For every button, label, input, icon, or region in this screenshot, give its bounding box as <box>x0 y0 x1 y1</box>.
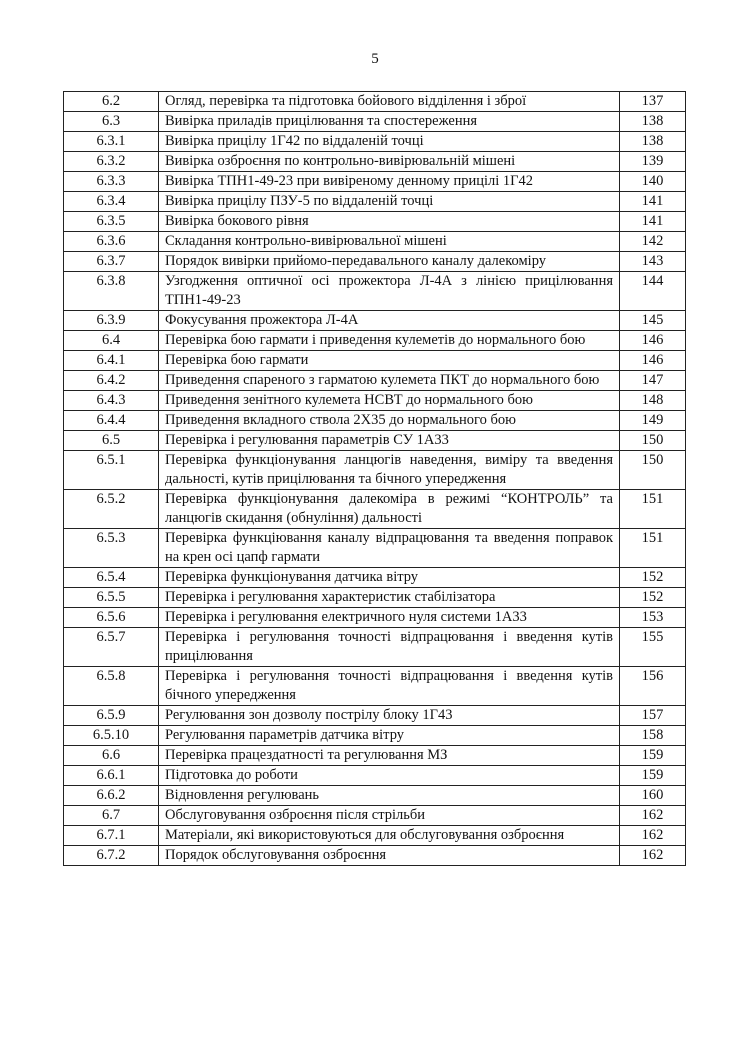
toc-row <box>64 311 686 331</box>
page-ref: 159 <box>620 746 686 766</box>
toc-row <box>64 766 686 786</box>
section-number: 6.5.5 <box>64 588 159 608</box>
section-title: Перевірка функціонування датчика вітру <box>159 568 620 588</box>
toc-row <box>64 568 686 588</box>
page-ref: 156 <box>620 667 686 706</box>
page-ref: 137 <box>620 92 686 112</box>
section-title: Вивірка бокового рівня <box>159 212 620 232</box>
section-number: 6.5.7 <box>64 628 159 667</box>
section-number: 6.5.8 <box>64 667 159 706</box>
section-title: Обслуговування озброєння після стрільби <box>159 806 620 826</box>
section-number: 6.4 <box>64 331 159 351</box>
section-number: 6.4.2 <box>64 371 159 391</box>
page-ref: 153 <box>620 608 686 628</box>
toc-row <box>64 588 686 608</box>
section-title: Вивірка приладів прицілювання та спостереження <box>159 112 620 132</box>
toc-body <box>64 92 686 866</box>
page-ref: 159 <box>620 766 686 786</box>
toc-row <box>64 806 686 826</box>
section-title: Перевірка бою гармати і приведення кулеметів до нормального бою <box>159 331 620 351</box>
toc-row <box>64 490 686 529</box>
toc-row <box>64 152 686 172</box>
page-ref: 162 <box>620 846 686 866</box>
page-ref: 162 <box>620 826 686 846</box>
section-number: 6.5.10 <box>64 726 159 746</box>
toc-row <box>64 172 686 192</box>
section-number: 6.7 <box>64 806 159 826</box>
toc-row <box>64 746 686 766</box>
section-title: Регулювання зон дозволу пострілу блоку 1Г43 <box>159 706 620 726</box>
page-ref: 138 <box>620 112 686 132</box>
toc-row <box>64 252 686 272</box>
page-ref: 144 <box>620 272 686 311</box>
section-number: 6.5.3 <box>64 529 159 568</box>
section-number: 6.5.9 <box>64 706 159 726</box>
page-ref: 139 <box>620 152 686 172</box>
section-number: 6.5.1 <box>64 451 159 490</box>
page-ref: 148 <box>620 391 686 411</box>
section-title: Перевірка і регулювання точності відпрацювання і введення кутів бічного упередження <box>159 667 620 706</box>
page-ref: 155 <box>620 628 686 667</box>
section-number: 6.6.2 <box>64 786 159 806</box>
page-ref: 151 <box>620 490 686 529</box>
section-title: Складання контрольно-вивірювальної мішені <box>159 232 620 252</box>
toc-row <box>64 192 686 212</box>
toc-row <box>64 608 686 628</box>
page-ref: 141 <box>620 212 686 232</box>
section-title: Узгодження оптичної осі прожектора Л-4А з лінією прицілювання ТПН1-49-23 <box>159 272 620 311</box>
section-title: Порядок обслуговування озброєння <box>159 846 620 866</box>
toc-row <box>64 272 686 311</box>
page-ref: 158 <box>620 726 686 746</box>
section-title: Перевірка функціонування далекоміра в режимі “КОНТРОЛЬ” та ланцюгів скидання (обнуління) дальності <box>159 490 620 529</box>
page-number: 5 <box>371 51 379 67</box>
section-title: Підготовка до роботи <box>159 766 620 786</box>
section-title: Матеріали, які використовуються для обслуговування озброєння <box>159 826 620 846</box>
section-title: Вивірка прицілу ПЗУ-5 по віддаленій точці <box>159 192 620 212</box>
page-ref: 150 <box>620 451 686 490</box>
section-number: 6.6.1 <box>64 766 159 786</box>
toc-row <box>64 92 686 112</box>
section-title: Приведення зенітного кулемета НСВТ до нормального бою <box>159 391 620 411</box>
toc-row <box>64 331 686 351</box>
page-ref: 141 <box>620 192 686 212</box>
section-title: Регулювання параметрів датчика вітру <box>159 726 620 746</box>
section-number: 6.3.4 <box>64 192 159 212</box>
section-number: 6.3.5 <box>64 212 159 232</box>
toc-row <box>64 232 686 252</box>
section-number: 6.3.6 <box>64 232 159 252</box>
toc-row <box>64 826 686 846</box>
page-ref: 162 <box>620 806 686 826</box>
toc-row <box>64 726 686 746</box>
page-ref: 149 <box>620 411 686 431</box>
section-number: 6.3 <box>64 112 159 132</box>
section-number: 6.4.4 <box>64 411 159 431</box>
section-title: Перевірка функціювання каналу відпрацювання та введення поправок на крен осі цапф гармати <box>159 529 620 568</box>
section-title: Перевірка і регулювання електричного нуля системи 1А33 <box>159 608 620 628</box>
section-title: Перевірка бою гармати <box>159 351 620 371</box>
section-title: Приведення вкладного ствола 2Х35 до нормального бою <box>159 411 620 431</box>
section-number: 6.3.3 <box>64 172 159 192</box>
section-number: 6.3.2 <box>64 152 159 172</box>
toc-row <box>64 431 686 451</box>
toc-row <box>64 212 686 232</box>
page-ref: 146 <box>620 331 686 351</box>
page-ref: 160 <box>620 786 686 806</box>
section-number: 6.4.3 <box>64 391 159 411</box>
page-ref: 157 <box>620 706 686 726</box>
page-ref: 142 <box>620 232 686 252</box>
toc-row <box>64 391 686 411</box>
section-title: Перевірка і регулювання точності відпрацювання і введення кутів прицілювання <box>159 628 620 667</box>
page-ref: 152 <box>620 588 686 608</box>
section-number: 6.5.6 <box>64 608 159 628</box>
page-ref: 152 <box>620 568 686 588</box>
section-title: Фокусування прожектора Л-4А <box>159 311 620 331</box>
toc-row <box>64 628 686 667</box>
section-title: Приведення спареного з гарматою кулемета ПКТ до нормального бою <box>159 371 620 391</box>
section-number: 6.4.1 <box>64 351 159 371</box>
section-number: 6.5.4 <box>64 568 159 588</box>
toc-row <box>64 706 686 726</box>
toc-row <box>64 451 686 490</box>
toc-row <box>64 786 686 806</box>
page-ref: 145 <box>620 311 686 331</box>
section-number: 6.3.1 <box>64 132 159 152</box>
section-title: Огляд, перевірка та підготовка бойового відділення і зброї <box>159 92 620 112</box>
section-title: Вивірка ТПН1-49-23 при вивіреному денному прицілі 1Г42 <box>159 172 620 192</box>
section-title: Порядок вивірки прийомо-передавального каналу далекоміру <box>159 252 620 272</box>
toc-row <box>64 667 686 706</box>
toc-row <box>64 371 686 391</box>
section-number: 6.7.2 <box>64 846 159 866</box>
toc-row <box>64 132 686 152</box>
section-title: Вивірка прицілу 1Г42 по віддаленій точці <box>159 132 620 152</box>
page-ref: 150 <box>620 431 686 451</box>
toc-row <box>64 112 686 132</box>
section-title: Перевірка функціонування ланцюгів наведення, виміру та введення дальності, кутів прицілювання та бічного упередження <box>159 451 620 490</box>
section-title: Перевірка і регулювання характеристик стабілізатора <box>159 588 620 608</box>
section-title: Перевірка працездатності та регулювання МЗ <box>159 746 620 766</box>
section-number: 6.6 <box>64 746 159 766</box>
section-number: 6.3.9 <box>64 311 159 331</box>
page-ref: 146 <box>620 351 686 371</box>
section-number: 6.3.7 <box>64 252 159 272</box>
section-number: 6.5.2 <box>64 490 159 529</box>
section-number: 6.7.1 <box>64 826 159 846</box>
section-number: 6.2 <box>64 92 159 112</box>
section-title: Відновлення регулювань <box>159 786 620 806</box>
page-ref: 138 <box>620 132 686 152</box>
toc-row <box>64 529 686 568</box>
page-ref: 140 <box>620 172 686 192</box>
table-of-contents <box>63 91 686 866</box>
section-title: Вивірка озброєння по контрольно-вивірювальній мішені <box>159 152 620 172</box>
toc-row <box>64 846 686 866</box>
toc-row <box>64 411 686 431</box>
section-number: 6.3.8 <box>64 272 159 311</box>
page-ref: 147 <box>620 371 686 391</box>
section-title: Перевірка і регулювання параметрів СУ 1А33 <box>159 431 620 451</box>
toc-row <box>64 351 686 371</box>
section-number: 6.5 <box>64 431 159 451</box>
page-ref: 143 <box>620 252 686 272</box>
page-ref: 151 <box>620 529 686 568</box>
